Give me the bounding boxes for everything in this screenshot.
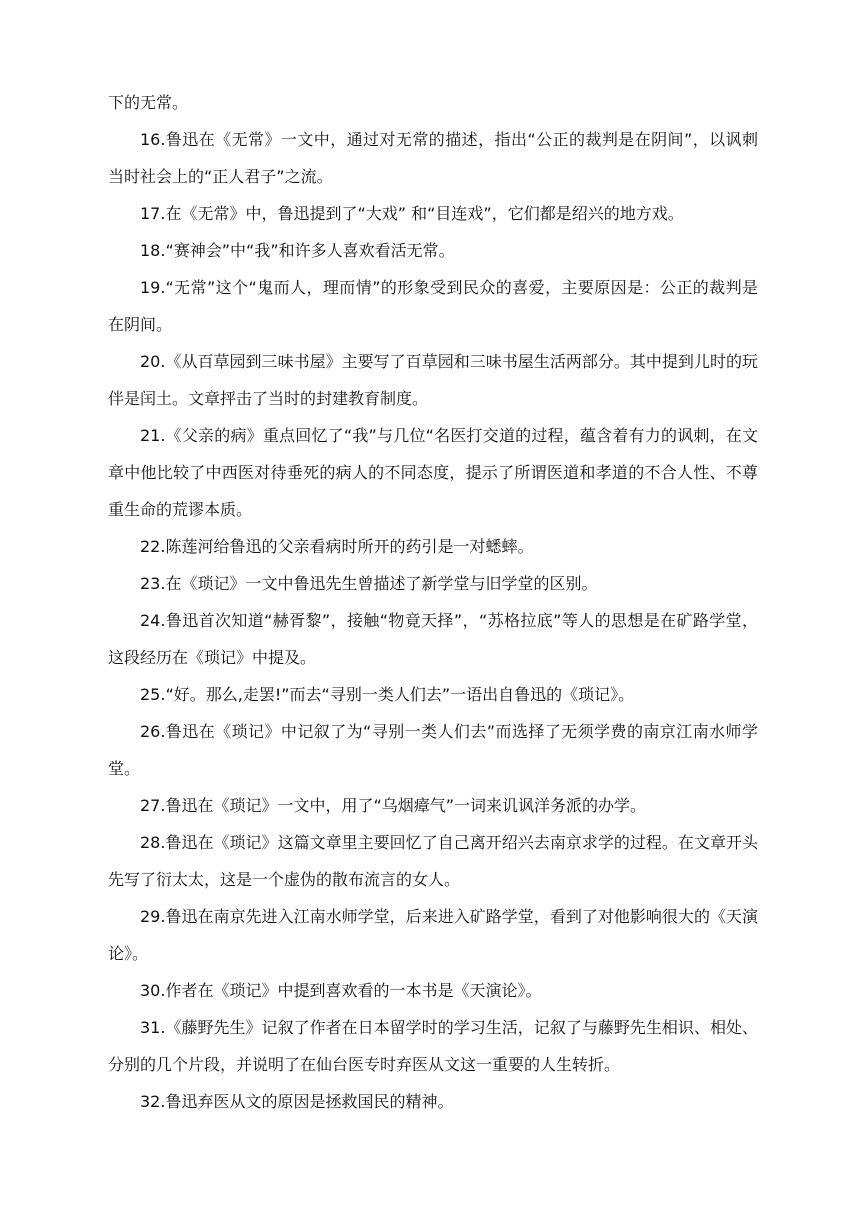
paragraph-item-32: 32.鲁迅弃医从文的原因是拯救国民的精神。 [140, 1092, 454, 1111]
paragraph-item-20: 20.《从百草园到三味书屋》主要写了百草园和三味书屋生活两部分。其中提到儿时的玩伴是闰土。文章抨击了当时的封建教育制度。 [108, 352, 758, 408]
paragraph-item-24: 24.鲁迅首次知道“赫胥黎”，接触“物竟天择”，“苏格拉底”等人的思想是在矿路学堂，这段经历在《琐记》中提及。 [108, 611, 758, 667]
paragraph-item-16: 16.鲁迅在《无常》一文中，通过对无常的描述，指出“公正的裁判是在阴间”，以讽刺当时社会上的“正人君子”之流。 [108, 130, 758, 186]
paragraph-item-26: 26.鲁迅在《琐记》中记叙了为“寻别一类人们去”而选择了无须学费的南京江南水师学堂。 [108, 722, 758, 778]
paragraph-item-18: 18.“赛神会”中“我”和许多人喜欢看活无常。 [140, 241, 455, 260]
paragraph-continuation: 下的无常。 [108, 93, 189, 112]
paragraph-item-19: 19.“无常”这个“鬼而人，理而情”的形象受到民众的喜爱，主要原因是：公正的裁判是在阴间。 [108, 278, 758, 334]
paragraph-item-27: 27.鲁迅在《琐记》一文中，用了“乌烟瘴气”一词来讥讽洋务派的办学。 [140, 796, 647, 815]
paragraph-item-22: 22.陈莲河给鲁迅的父亲看病时所开的药引是一对蟋蟀。 [140, 537, 534, 556]
paragraph-item-23: 23.在《琐记》一文中鲁迅先生曾描述了新学堂与旧学堂的区别。 [140, 574, 598, 593]
paragraph-item-29: 29.鲁迅在南京先进入江南水师学堂，后来进入矿路学堂，看到了对他影响很大的《天演论》。 [108, 907, 758, 963]
paragraph-item-28: 28.鲁迅在《琐记》这篇文章里主要回忆了自己离开绍兴去南京求学的过程。在文章开头先写了衍太太，这是一个虚伪的散布流言的女人。 [108, 833, 758, 889]
paragraph-item-30: 30.作者在《琐记》中提到喜欢看的一本书是《天演论》。 [140, 981, 542, 1000]
paragraph-item-31: 31.《藤野先生》记叙了作者在日本留学时的学习生活，记叙了与藤野先生相识、相处、分别的几个片段，并说明了在仙台医专时弃医从文这一重要的人生转折。 [108, 1018, 758, 1074]
paragraph-item-21: 21.《父亲的病》重点回忆了“我”与几位“名医打交道的过程，蕴含着有力的讽刺，在文章中他比较了中西医对待垂死的病人的不同态度，提示了所谓医道和孝道的不合人性、不尊重生命的荒谬本质。 [108, 426, 758, 519]
paragraph-item-17: 17.在《无常》中，鲁迅提到了“大戏” 和“目连戏”，它们都是绍兴的地方戏。 [140, 204, 684, 223]
paragraph-item-25: 25.“好。那么,走罢!”而去“寻别一类人们去”一语出自鲁迅的《琐记》。 [140, 685, 635, 704]
document-body [108, 84, 758, 1120]
